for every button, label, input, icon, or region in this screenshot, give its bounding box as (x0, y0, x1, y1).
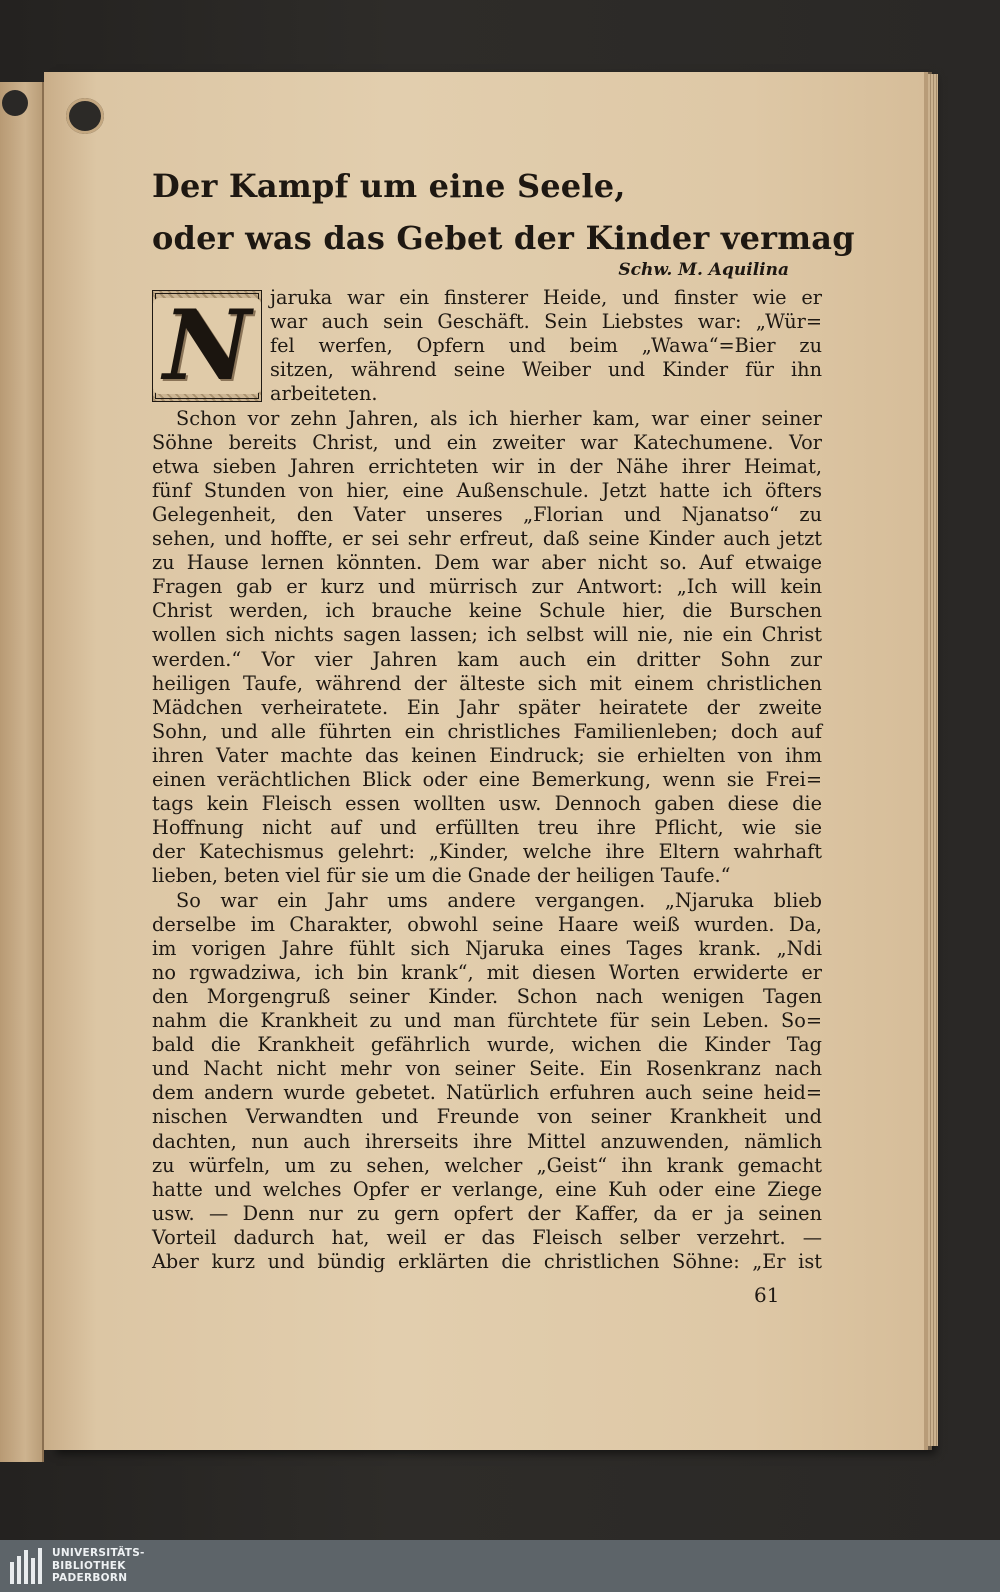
text-line: sehen, und hoffte, er sei sehr erfreut, daß seine Kinder auch jetzt (152, 527, 822, 550)
page-stack-edge (928, 74, 938, 1446)
text-line: Sohn, und alle führten ein christliches Familienleben; doch auf (152, 719, 822, 743)
text-line: So war ein Jahr ums andere vergangen. „Njaruka blieb (176, 888, 822, 912)
title-line-1: Der Kampf um eine Seele, (152, 167, 626, 205)
initial-letter: N (153, 298, 261, 394)
text-line: Vorteil dadurch hat, weil er das Fleisch selber verzehrt. — (152, 1225, 822, 1249)
text-line: den Morgengruß seiner Kinder. Schon nach wenigen Tagen (152, 984, 822, 1008)
text-line: no rgwadziwa, ich bin krank“, mit diesen Worten erwiderte er (152, 960, 822, 984)
text-line: hatte und welches Opfer er verlange, eine Kuh oder eine Ziege (152, 1177, 822, 1201)
text-line: Mädchen verheiratete. Ein Jahr später heiratete der zweite (152, 695, 822, 719)
page-number: 61 (754, 1283, 780, 1307)
text-line: fel werfen, Opfern und beim „Wawa“=Bier zu (270, 334, 822, 358)
text-line: Hoffnung nicht auf und erfüllten treu ihre Pflicht, wie sie (152, 816, 822, 840)
text-line: sitzen, während seine Weiber und Kinder für ihn (270, 358, 822, 382)
text-line: der Katechismus gelehrt: „Kinder, welche ihre Eltern wahrhaft (152, 840, 822, 864)
text-line: Aber kurz und bündig erklärten die christlichen Söhne: „Er ist (152, 1250, 822, 1273)
title-line-2: oder was das Gebet der Kinder vermag (152, 219, 855, 257)
text-line: nahm die Krankheit zu und man fürchtete für sein Leben. So= (152, 1009, 822, 1032)
article-title (152, 160, 855, 264)
text-line: Söhne bereits Christ, und ein zweiter war Katechumene. Vor (152, 430, 822, 454)
text-line: einen verächtlichen Blick oder eine Bemerkung, wenn sie Frei= (152, 768, 822, 791)
library-footer-bar (0, 1540, 1000, 1592)
text-line: lieben, beten viel für sie um die Gnade der heiligen Taufe.“ (152, 864, 731, 888)
text-line: dachten, nun auch ihrerseits ihre Mittel anzuwenden, nämlich (152, 1129, 822, 1153)
library-logo-icon (10, 1548, 46, 1584)
facing-page-edge (0, 82, 44, 1462)
text-line: wollen sich nichts sagen lassen; ich selbst will nie, nie ein Christ (152, 623, 822, 647)
text-line: dem andern wurde gebetet. Natürlich erfuhren auch seine heid= (152, 1081, 822, 1105)
text-line: usw. — Denn nur zu gern opfert der Kaffer, da er ja seinen (152, 1201, 822, 1225)
text-line: werden.“ Vor vier Jahren kam auch ein dritter Sohn zur (152, 647, 822, 671)
text-line: war auch sein Geschäft. Sein Liebstes war: „Wür= (270, 310, 822, 334)
library-logo-text (52, 1547, 145, 1585)
ornamental-initial (152, 290, 262, 402)
text-line: nischen Verwandten und Freunde von seiner Krankheit und (152, 1105, 822, 1129)
text-line: jaruka war ein finsterer Heide, und finster wie er (270, 286, 822, 309)
logo-line-3: PADERBORN (52, 1572, 128, 1584)
text-line: ihren Vater machte das keinen Eindruck; sie erhielten von ihm (152, 743, 822, 767)
text-line: fünf Stunden von hier, eine Außenschule. Jetzt hatte ich öfters (152, 478, 822, 502)
text-line: bald die Krankheit gefährlich wurde, wichen die Kinder Tag (152, 1033, 822, 1057)
text-line: im vorigen Jahre fühlt sich Njaruka eines Tages krank. „Ndi (152, 936, 822, 960)
text-line: heiligen Taufe, während der älteste sich mit einem christlichen (152, 671, 822, 695)
text-line: Christ werden, ich brauche keine Schule hier, die Burschen (152, 599, 822, 623)
text-line: Fragen gab er kurz und mürrisch zur Antwort: „Ich will kein (152, 575, 822, 599)
text-line: zu Hause lernen könnten. Dem war aber nicht so. Auf etwaige (152, 551, 822, 575)
logo-line-1: UNIVERSITÄTS- (52, 1547, 145, 1559)
facing-page-punch-hole (2, 90, 28, 116)
text-line: arbeiteten. (270, 382, 378, 406)
book-page (44, 72, 924, 1450)
text-line: derselbe im Charakter, obwohl seine Haare weiß wurden. Da, (152, 912, 822, 936)
text-line: Schon vor zehn Jahren, als ich hierher kam, war einer seiner (176, 406, 822, 430)
logo-line-2: BIBLIOTHEK (52, 1559, 126, 1572)
text-line: und Nacht nicht mehr von seiner Seite. Ein Rosenkranz nach (152, 1057, 822, 1081)
text-line: zu würfeln, um zu sehen, welcher „Geist“ ihn krank gemacht (152, 1153, 822, 1177)
author-byline: Schw. M. Aquilina (618, 260, 789, 280)
punch-hole (66, 98, 104, 134)
text-line: tags kein Fleisch essen wollten usw. Dennoch gaben diese die (152, 792, 822, 816)
text-line: etwa sieben Jahren errichteten wir in der Nähe ihrer Heimat, (152, 454, 822, 478)
text-line: Gelegenheit, den Vater unseres „Florian und Njanatso“ zu (152, 502, 822, 526)
